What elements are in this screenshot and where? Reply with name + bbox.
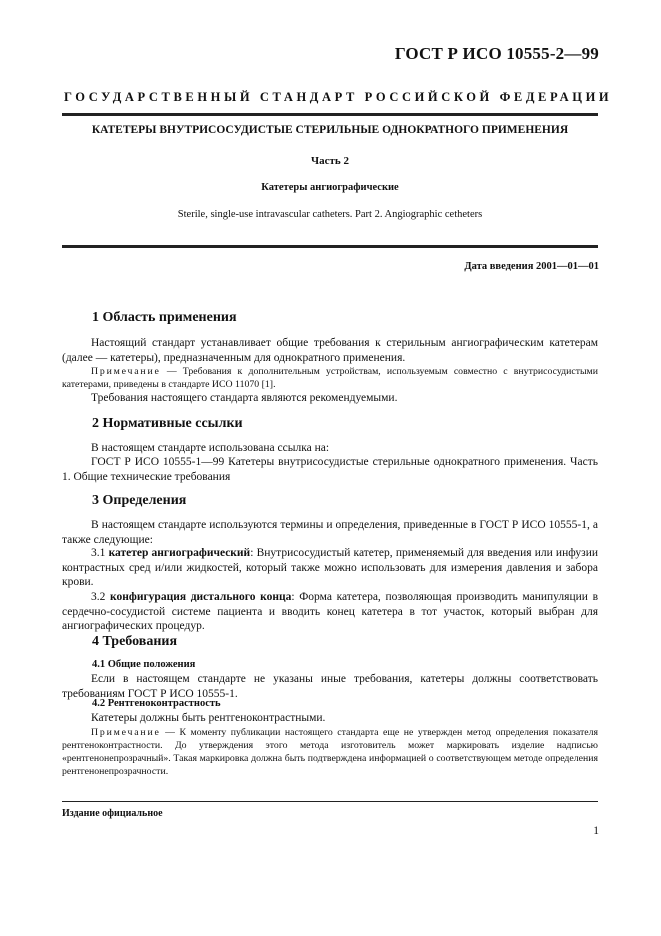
introduction-date: Дата введения 2001—01—01: [464, 261, 599, 272]
section-2-paragraph: В настоящем стандарте использована ссылка на:: [91, 442, 330, 454]
definition-text: : Форма катетера, позволяющая производить манипуляции в сердечно-сосудистой системе пациента и вводить конец катетера в тот участок, который выбран для ангиографических процедур.: [62, 591, 598, 632]
definition-number: 3.1: [91, 547, 109, 559]
section-3-heading: 3 Определения: [92, 493, 187, 508]
document-title: КАТЕТЕРЫ ВНУТРИСОСУДИСТЫЕ СТЕРИЛЬНЫЕ ОДНОКРАТНОГО ПРИМЕНЕНИЯ: [91, 124, 569, 136]
top-rule: [62, 113, 598, 116]
footer-rule: [62, 801, 598, 802]
subsection-4-1-heading: 4.1 Общие положения: [92, 659, 196, 670]
section-1-paragraph: Настоящий стандарт устанавливает общие требования к стерильным ангиографическим катетерам (далее — катетеры), предназначенным для однократного применения.: [62, 337, 598, 364]
note-label: Примечание: [91, 727, 161, 738]
english-title: Sterile, single-use intravascular catheters. Part 2. Angiographic cetheters: [177, 209, 483, 220]
section-4-heading: 4 Требования: [92, 634, 178, 649]
document-part: Часть 2: [311, 155, 349, 167]
note-label: Примечание: [91, 366, 161, 377]
note-text: — Требования к дополнительным устройствам, используемым совместно с внутрисосудистыми катетерами, приведены в стандарте ИСО 11070 [1].: [62, 366, 598, 390]
definition-3-1: [62, 546, 598, 590]
section-4-note: [62, 726, 598, 778]
subsection-4-2-heading: 4.2 Рентгеноконтрастность: [92, 698, 221, 709]
subsection-4-1-text: Если в настоящем стандарте не указаны иные требования, катетеры должны соответствовать требованиям ГОСТ Р ИСО 10555-1.: [62, 673, 598, 700]
definition-term: конфигурация дистального конца: [110, 591, 292, 603]
section-2-heading: 2 Нормативные ссылки: [92, 416, 243, 431]
document-code: ГОСТ Р ИСО 10555-2—99: [394, 44, 599, 63]
section-1-recommendation: Требования настоящего стандарта являются рекомендуемыми.: [91, 392, 398, 404]
middle-rule: [62, 245, 598, 248]
document-subtitle: Катетеры ангиографические: [261, 182, 399, 193]
note-text: — К моменту публикации настоящего стандарта еще не утвержден метод определения показателя рентгеноконтрастности. До утверждения этого метода изготовитель может маркировать изделие надписью «рентгенонепрозрачный». Такая маркировка должна быть подтверждена информацией о соответствующем методе определения рентгенонепрозрачности.: [62, 727, 598, 777]
state-standard-banner: ГОСУДАРСТВЕННЫЙ СТАНДАРТ РОССИЙСКОЙ ФЕДЕРАЦИИ: [64, 90, 613, 104]
official-edition: Издание официальное: [62, 808, 163, 819]
definition-3-2: [62, 590, 598, 634]
page-number: 1: [593, 825, 599, 837]
definition-term: катетер ангиографический: [108, 547, 251, 559]
section-3-paragraph: В настоящем стандарте используются термины и определения, приведенные в ГОСТ Р ИСО 10555-1, а также следующие:: [62, 519, 598, 546]
subsection-4-2-text: Катетеры должны быть рентгеноконтрастными.: [91, 712, 326, 724]
definition-text: : Внутрисосудистый катетер, применяемый для введения или инфузии контрастных сред и/или жидкостей, который также можно использовать для измерения давления и забора крови.: [62, 547, 599, 588]
definition-number: 3.2: [91, 591, 111, 603]
section-1-heading: 1 Область применения: [92, 310, 237, 325]
section-2-reference: ГОСТ Р ИСО 10555-1—99 Катетеры внутрисосудистые стерильные однократного применения. Часть 1. Общие технические требования: [62, 456, 598, 483]
section-1-note: [62, 365, 598, 391]
